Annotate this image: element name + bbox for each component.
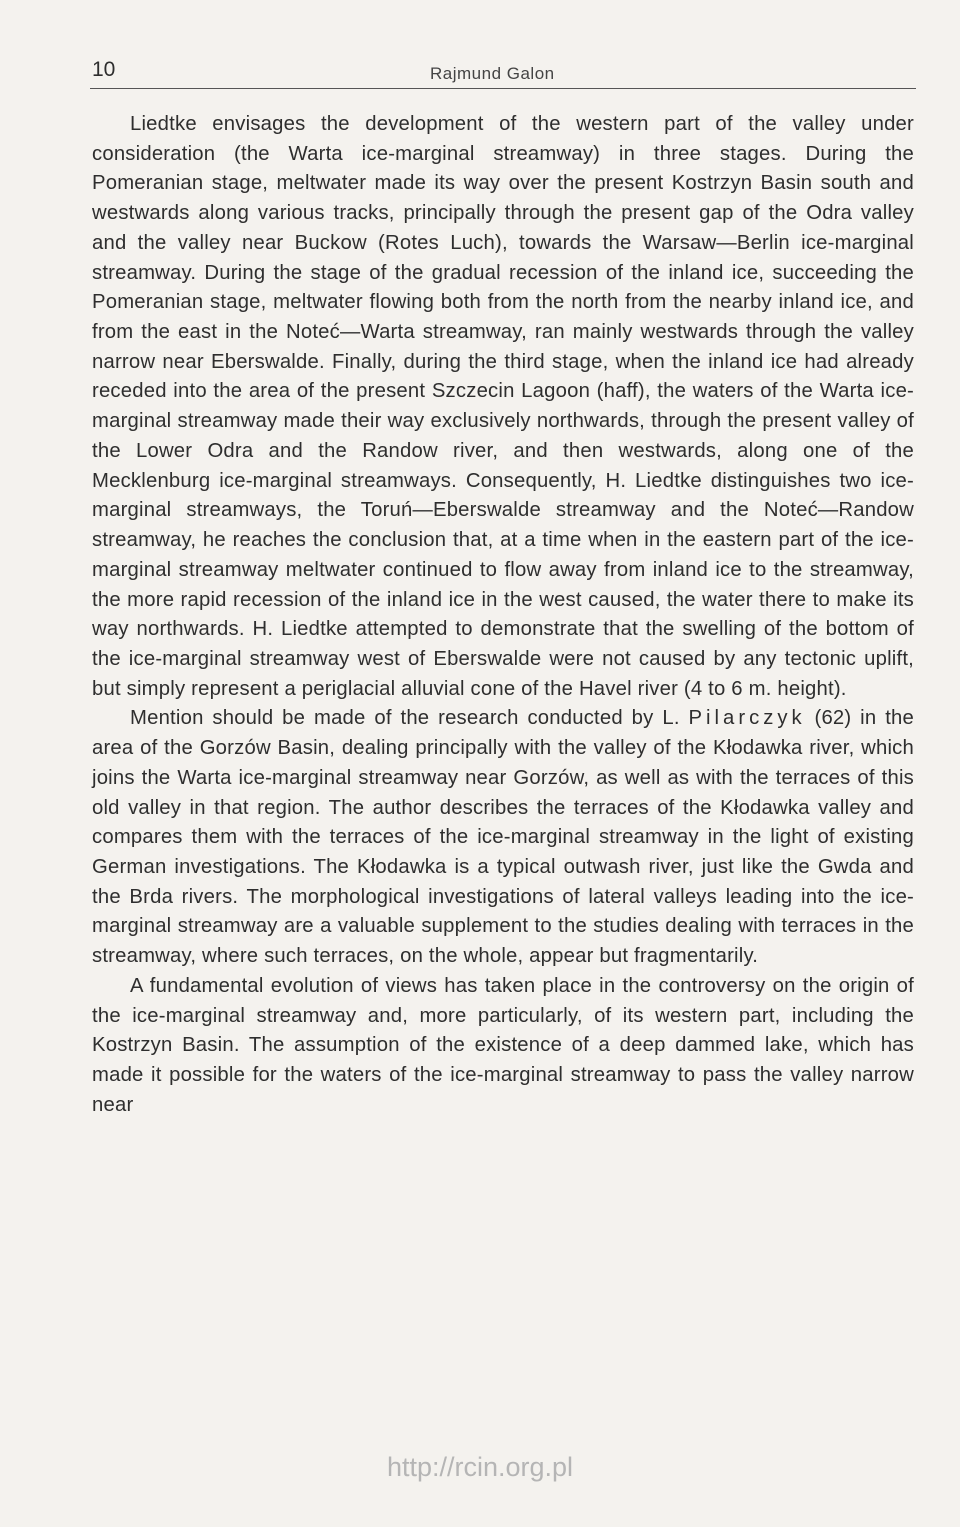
paragraph-3: A fundamental evolution of views has taken place in the controversy on the origin of the ice-marginal streamway and, more particularly, of its western part, including the Kostrzyn Basin. The assumption of the existence of a deep dammed lake, which has made it possible for the waters of the ice-marginal streamway to pass the valley narrow near <box>92 974 914 1116</box>
body-text <box>92 110 914 1120</box>
footer-url[interactable]: http://rcin.org.pl <box>386 1452 574 1482</box>
paragraph-1: Liedtke envisages the development of the western part of the valley under consideration (the Warta ice-marginal streamway) in three stages. During the Pomeranian stage, meltwater made its way over the present Kostrzyn Basin south and westwards along various tracks, principally through the present gap of the Odra valley and the valley near Buckow (Rotes Luch), towards the Warsaw—Berlin ice-marginal streamway. During the stage of the gradual recession of the inland ice, succeeding the Pomeranian stage, meltwater flowing both from the north from the nearby inland ice, and from the east in the Noteć—Warta streamway, ran mainly westwards through the valley narrow near Eberswalde. Finally, during the third stage, when the inland ice had already receded into the area of the present Szczecin Lagoon (haff), the waters of the Warta ice-marginal streamway made their way exclusively northwards, through the present valley of the Lower Odra and the Randow river, and then westwards, along one of the Mecklenburg ice-marginal streamways. Consequently, H. Liedtke distinguishes two ice-marginal streamways, the Toruń—Eberswalde streamway and the Noteć—Randow streamway, he reaches the conclusion that, at a time when in the eastern part of the ice-marginal streamway meltwater continued to flow away from inland ice to the streamway, the more rapid recession of the inland ice in the west caused, the water there to make its way northwards. H. Liedtke attempted to demonstrate that the swelling of the bottom of the ice-marginal streamway west of Eberswalde were not caused by any tectonic uplift, but simply represent a periglacial alluvial cone of the Havel river (4 to 6 m. height). <box>92 113 914 700</box>
paragraph-2-after: (62) in the area of the Gorzów Basin, dealing principally with the valley of the Kłodawka river, which joins the Warta ice-marginal streamway near Gorzów, as well as with the terraces of this old valley in that region. The author describes the terraces of the Kłodawka valley and compares them with the terraces of the ice-marginal streamway in the light of existing German investigations. The Kłodawka is a typical outwash river, just like the Gwda and the Brda rivers. The morphological investigations of lateral valleys leading into the ice-marginal streamway are a valuable supplement to the studies dealing with terraces in the streamway, where such terraces, on the whole, appear but fragmentarily. <box>92 707 914 968</box>
running-head-author: Rajmund Galon <box>430 64 555 83</box>
page-number: 10 <box>92 58 116 81</box>
paragraph-2 <box>92 704 914 971</box>
spaced-author-name: Pilarczyk <box>688 707 806 730</box>
paragraph-2-before: Mention should be made of the research conducted by L. <box>130 707 680 730</box>
page-header <box>90 56 916 89</box>
